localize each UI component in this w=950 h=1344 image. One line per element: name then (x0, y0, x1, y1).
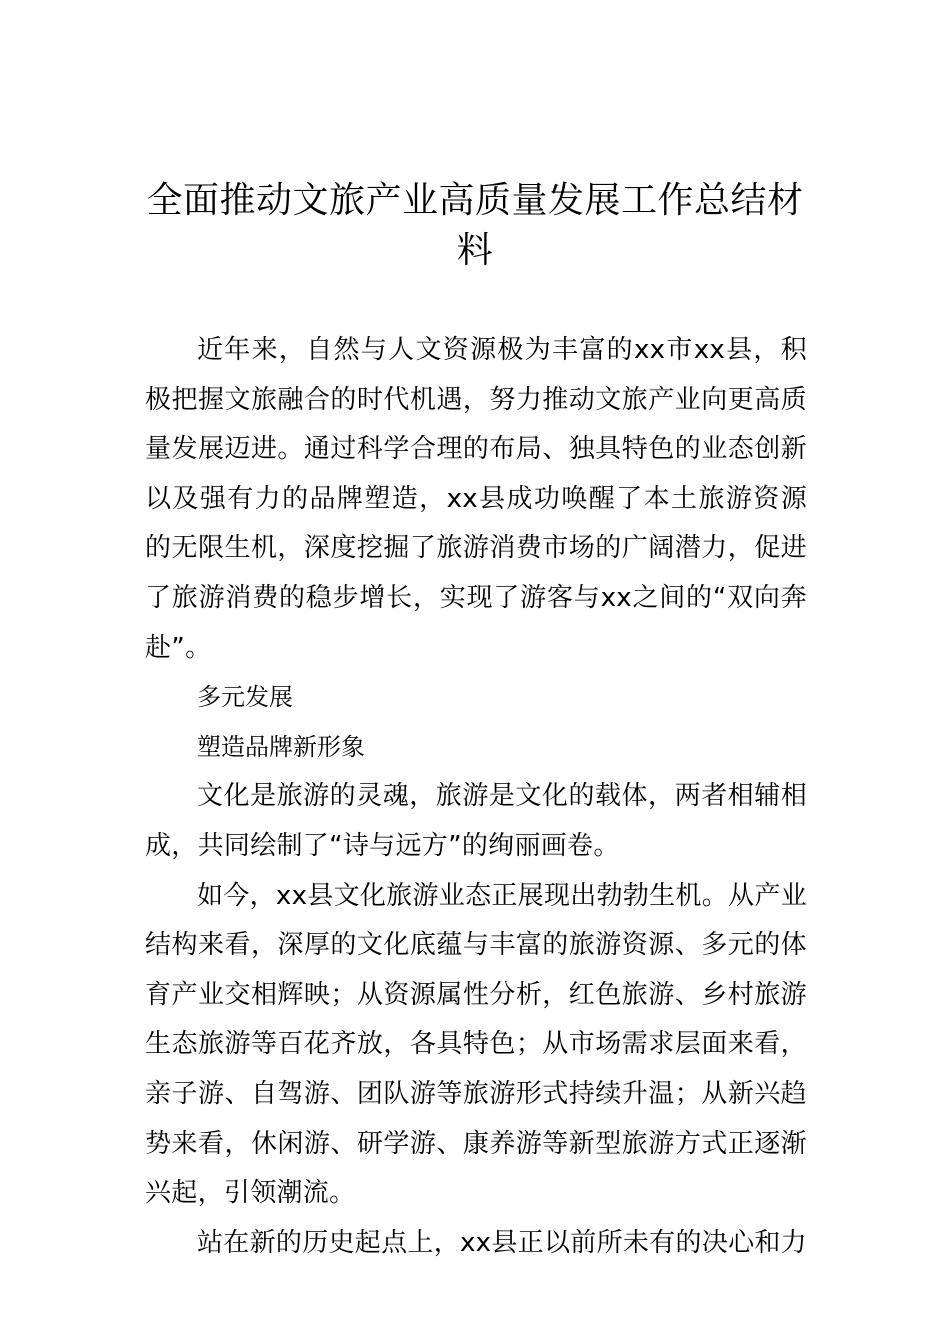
paragraph-culture-tourism: 文化是旅游的灵魂，旅游是文化的载体，两者相辅相成，共同绘制了“诗与远方”的绚丽画卷。 (145, 781, 807, 861)
document-title: 全面推动文旅产业高质量发展工作总结材料 (146, 180, 804, 271)
paragraph-intro: 近年来，自然与人文资源极为丰富的xx市xx县，积极把握文旅融合的时代机遇，努力推动文旅产业向更高质量发展迈进。通过科学合理的布局、独具特色的业态创新以及强有力的品牌塑造，xx县成功唤醒了本土旅游资源的无限生机，深度挖掘了旅游消费市场的广阔潜力，促进了旅游消费的稳步增长，实现了游客与xx之间的“双向奔赴”。 (145, 335, 807, 663)
document-body (145, 326, 807, 1268)
paragraph-business-forms: 如今，xx县文化旅游业态正展现出勃勃生机。从产业结构来看，深厚的文化底蕴与丰富的旅游资源、多元的体育产业交相辉映；从资源属性分析，红色旅游、乡村旅游生态旅游等百花齐放，各具特色；从市场需求层面来看，亲子游、自驾游、团队游等旅游形式持续升温；从新兴趋势来看，休闲游、研学游、康养游等新型旅游方式正逐渐兴起，引领潮流。 (145, 880, 807, 1209)
section-heading-brand-image: 塑造品牌新形象 (197, 732, 365, 761)
section-heading-diverse-development: 多元发展 (197, 683, 293, 712)
paragraph-new-starting-point: 站在新的历史起点上，xx县正以前所未有的决心和力 (197, 1227, 807, 1258)
